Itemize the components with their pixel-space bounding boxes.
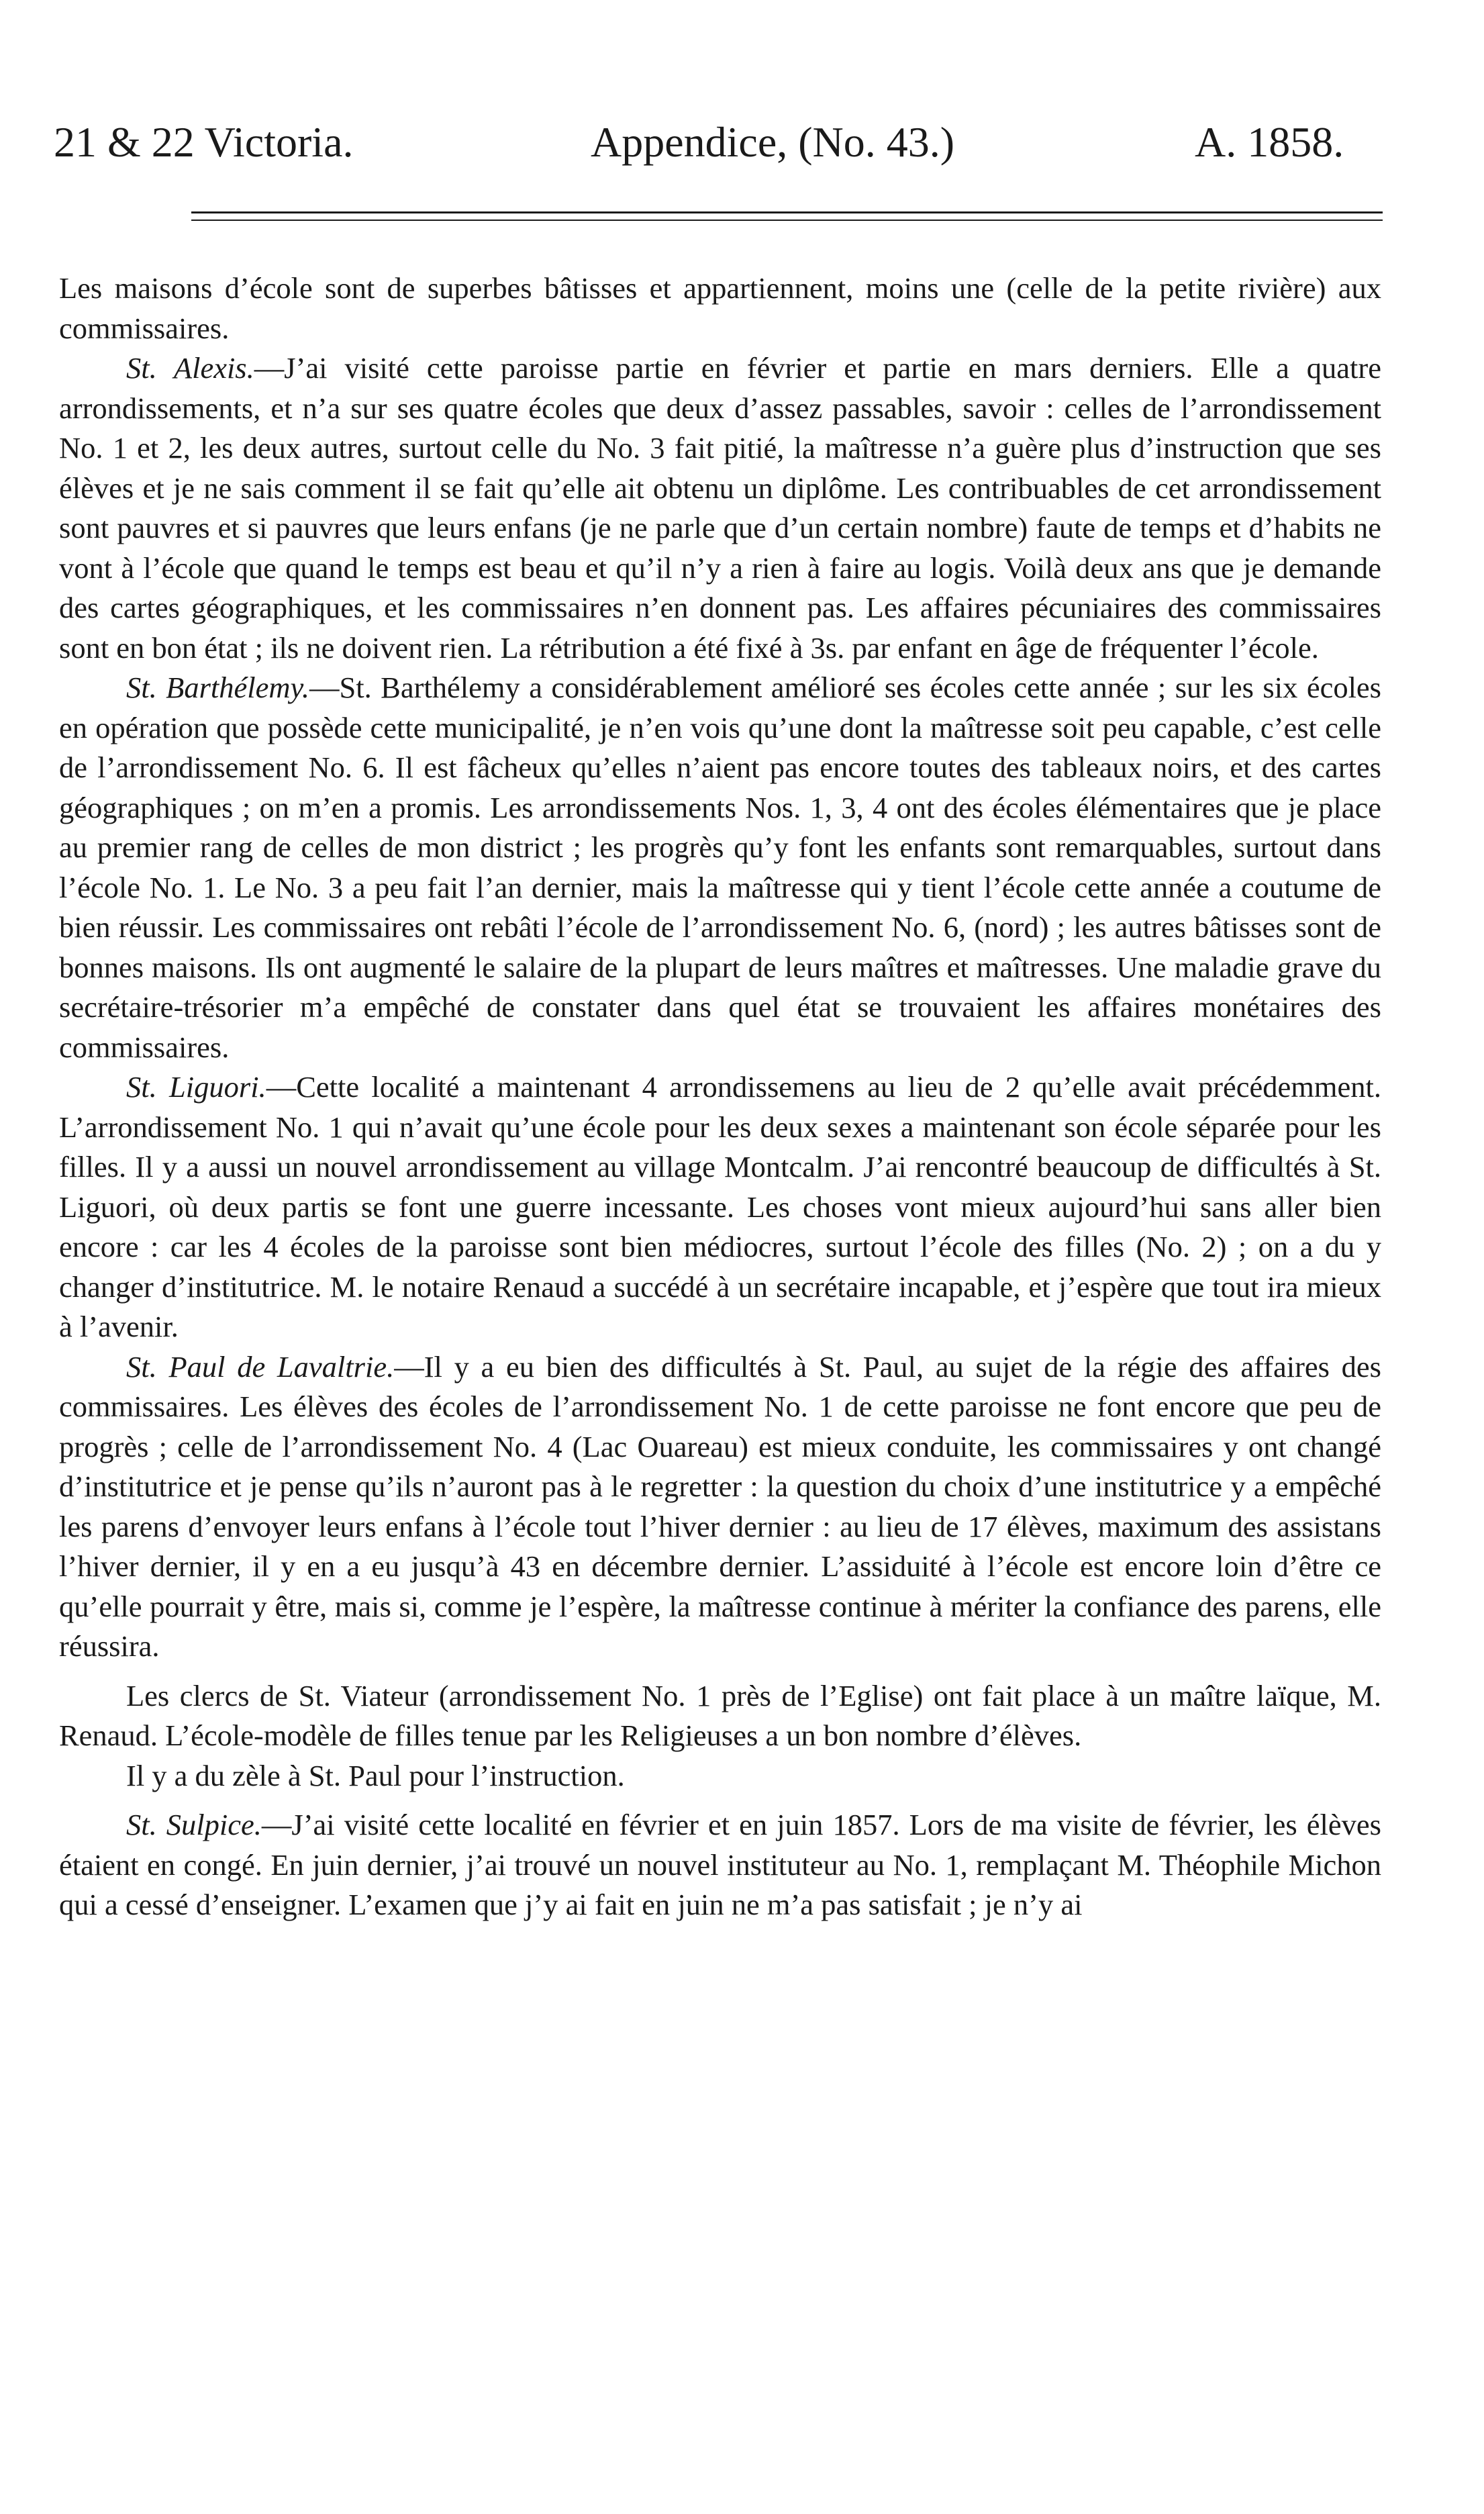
paragraph-zele-st-paul: Il y a du zèle à St. Paul pour l’instruction. — [126, 1758, 625, 1792]
paragraph-st-barthelemy: St. Barthélemy.—St. Barthélemy a considérablement amélioré ses écoles cette année ; sur les six écoles en opération que possède cette municipalité, je n’en vois qu’une dont la maîtresse soit peu capable, c’est celle de l’arrondissement No. 6. Il est fâcheux qu’elles n’aient pas encore toutes des tableaux noirs, et des cartes géographiques ; on m’en a promis. Les arrondissements Nos. 1, 3, 4 ont des écoles élémentaires que je place au premier rang de celles de mon district ; les progrès qu’y font les enfants sont remarquables, surtout dans l’école No. 1. Le No. 3 a peu fait l’an dernier, mais la maîtresse qui y tient l’école cette année a coutume de bien réussir. Les commissaires ont rebâti l’école de l’arrondissement No. 6, (nord) ; les autres bâtisses sont de bonnes maisons. Ils ont augmenté le salaire de la plupart de leurs maîtres et maîtresses. Une maladie grave du secrétaire-trésorier m’a empêché de constater dans quel état se trouvaient les affaires monétaires des commissaires. — [59, 671, 1381, 1064]
paragraph-st-alexis: St. Alexis.—J’ai visité cette paroisse partie en février et partie en mars derniers. Elle a quatre arrondissements, et n’a sur ses quatre écoles que deux d’assez passables, savoir : celles de l’arrondissement No. 1 et 2, les deux autres, surtout celle du No. 3 fait pitié, la maîtresse n’a guère plus d’instruction que ses élèves et je ne sais comment il se fait qu’elle ait obtenu un diplôme. Les contribuables de cet arrondissement sont pauvres et si pauvres que leurs enfans (je ne parle que d’un certain nombre) faute de temps et d’habits ne vont à l’école que quand le temps est beau et qu’il n’y a rien à faire au logis. Voilà deux ans que je demande des cartes géographiques, et les commissaires n’en donnent pas. Les affaires pécuniaires des commissaires sont en bon état ; ils ne doivent rien. La rétribution a été fixé à 3s. par enfant en âge de fréquenter l’école. — [59, 351, 1381, 665]
document-body — [59, 269, 1381, 1925]
section-heading-st-paul-de-lavaltrie: St. Paul de Lavaltrie. — [126, 1349, 395, 1384]
section-heading-st-alexis: St. Alexis. — [126, 351, 254, 385]
paragraph-st-liguori: St. Liguori.—Cette localité a maintenant 4 arrondissemens au lieu de 2 qu’elle avait précédemment. L’arrondissement No. 1 qui n’avait qu’une école pour les deux sexes a maintenant son école séparée pour les filles. Il y a aussi un nouvel arrondissement au village Montcalm. J’ai rencontré beaucoup de difficultés à St. Liguori, où deux partis se font une guerre incessante. Les choses vont mieux aujourd’hui sans aller bien encore : car les 4 écoles de la paroisse sont bien médiocres, surtout l’école des filles (No. 2) ; on a du y changer d’institutrice. M. le notaire Renaud a succédé à un secrétaire incapable, et j’espère que tout ira mieux à l’avenir. — [59, 1070, 1381, 1343]
header-rule-thin — [191, 220, 1383, 221]
paragraph-st-sulpice: St. Sulpice.—J’ai visité cette localité en février et en juin 1857. Lors de ma visite de février, les élèves étaient en congé. En juin dernier, j’ai trouvé un nouvel instituteur au No. 1, remplaçant M. Théophile Michon qui a cessé d’enseigner. L’examen que j’y ai fait en juin ne m’a pas satisfait ; je n’y ai — [59, 1808, 1381, 1921]
paragraph-st-paul-de-lavaltrie: St. Paul de Lavaltrie.—Il y a eu bien des difficultés à St. Paul, au sujet de la régie des affaires des commissaires. Les élèves des écoles de l’arrondissement No. 1 de cette paroisse ne font encore que peu de progrès ; celle de l’arrondissement No. 4 (Lac Ouareau) est mieux conduite, les commissaires y ont changé d’institutrice et je pense qu’ils n’auront pas à le regretter : la question du choix d’une institutrice y a empêché les parens d’envoyer leurs enfans à l’école tout l’hiver dernier : au lieu de 17 élèves, maximum des assistans l’hiver dernier, il y en a eu jusqu’à 43 en décembre dernier. L’assiduité à l’école est encore loin d’être ce qu’elle pourrait y être, mais si, comme je l’espère, la maîtresse continue à mériter la confiance des parens, elle réussira. — [59, 1349, 1381, 1663]
header-appendix: Appendice, (No. 43.) — [591, 118, 955, 166]
paragraph-schoolhouses: Les maisons d’école sont de superbes bâtisses et appartiennent, moins une (celle de la petite rivière) aux commissaires. — [59, 271, 1381, 345]
section-heading-st-barthelemy: St. Barthélemy. — [126, 671, 309, 704]
header-year: A. 1858. — [1195, 118, 1344, 166]
section-heading-st-sulpice: St. Sulpice. — [126, 1808, 262, 1841]
paragraph-clercs-st-viateur: Les clercs de St. Viateur (arrondissement No. 1 près de l’Eglise) ont fait place à un maître laïque, M. Renaud. L’école-modèle de filles tenue par les Religieuses a un bon nombre d’élèves. — [59, 1678, 1381, 1752]
running-header — [54, 117, 1383, 178]
section-heading-st-liguori: St. Liguori. — [126, 1070, 266, 1104]
header-session: 21 & 22 Victoria. — [54, 118, 354, 166]
header-rule-thick — [191, 211, 1383, 213]
